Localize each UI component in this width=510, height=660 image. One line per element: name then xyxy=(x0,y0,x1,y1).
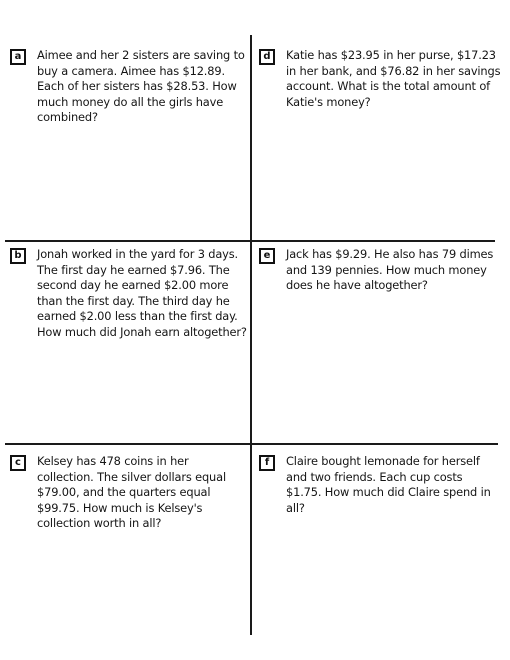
row-divider-1 xyxy=(5,240,495,242)
problem-letter-badge: f xyxy=(259,455,275,471)
problem-letter-badge: a xyxy=(10,49,26,65)
problem-text: Aimee and her 2 sisters are saving to buy a camera. Aimee has $12.89. Each of her sisters has $28.53. How much money do all the girls have combined? xyxy=(37,48,245,124)
problem-letter-badge: c xyxy=(10,455,26,471)
problem-letter-badge: d xyxy=(259,49,275,65)
row-divider-2 xyxy=(5,443,498,445)
problem-letter-badge: b xyxy=(10,248,26,264)
center-divider xyxy=(250,35,252,635)
problem-text: Claire bought lemonade for herself and two friends. Each cup costs $1.75. How much did Claire spend in all? xyxy=(286,454,491,515)
problem-letter-badge: e xyxy=(259,248,275,264)
problem-text: Katie has $23.95 in her purse, $17.23 in her bank, and $76.82 in her savings account. What is the total amount of Katie's money? xyxy=(286,48,501,109)
problem-text: Jack has $9.29. He also has 79 dimes and 139 pennies. How much money does he have altogether? xyxy=(286,247,494,292)
problem-text: Jonah worked in the yard for 3 days. The first day he earned $7.96. The second day he earned $2.00 more than the first day. The third day he earned $2.00 less than the first day. How much did Jonah earn altogether? xyxy=(37,247,247,339)
problem-text: Kelsey has 478 coins in her collection. The silver dollars equal $79.00, and the quarters equal $99.75. How much is Kelsey's collection worth in all? xyxy=(37,454,226,530)
